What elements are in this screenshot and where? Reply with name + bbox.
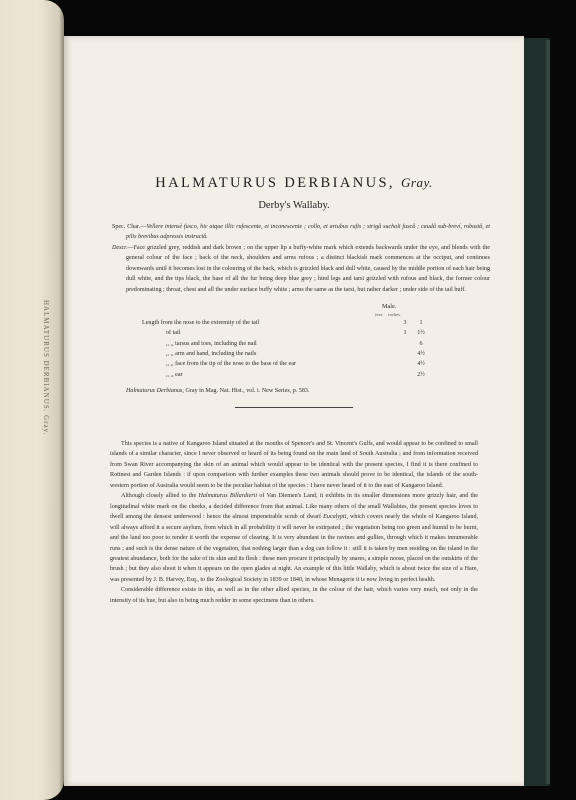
measurement-inches: 1: [419, 320, 423, 327]
measurement-inches: 6: [419, 340, 423, 347]
measurement-label: ,, ,, arm and hand, including the nails: [166, 351, 257, 358]
paragraph-2: [110, 491, 478, 585]
paragraph-2-text: of Van Diemen's Land, it exhibits in its smaller dimensions more grizzly hair, and the longitudinal white mark on the cheeks, a decided difference from that animal. Like many others of the small Wallabies, the present species loves to dwell among the densest underwood : hence the almost impenetrable scrub of dwarf: [110, 493, 478, 521]
measurements-table: [142, 318, 430, 380]
paragraph-2-text: which covers nearly the whole of Kangaroo Island, will always afford it a secure asylum, from which in all probability it will never be extirpated ; the vegetation being too green and humid to be burnt, and the land too poor to render it worth the expense of clearing. It is very abundant in the ravines and gullies, through which it makes innumerable runs ; and such is the dense nature of the vegetation, that nothing larger than a dog can follow it : still it is taken by men residing on the island in the greatest abundance, both for the sake of its skin and its flesh : these men procure it principally by snares, a simple noose, placed on the outskirts of the brush ; but they also shoot it when it appears on the open glades at night. An example of this little Wallaby, which is about twice the size of a Hare, was presented by J. B. Harvey, Esq., to the Zoological Society in 1839 or 1840, in whose Menagerie it is now living in perfect health.: [110, 514, 479, 583]
table-row: [142, 369, 430, 379]
measurement-inches: 4½: [417, 351, 425, 358]
cover-spine-highlight: [546, 40, 550, 784]
measurement-label: ,, ,, tarsus and toes, including the nail: [166, 340, 257, 347]
measurement-inches: 2½: [417, 371, 425, 378]
measurement-feet: [398, 339, 412, 349]
paragraph-1: This species is a native of Kangaroo Island situated at the mouths of Spencer's and St. Vincent's Gulfs, and would appear to be confined to small islands of a similar character, since I never observed or heard of its being found on the main land of South Australia ; and from information received from Swan River accompanying the skin of an animal which would appear to be identical with the present species, I find it is there confined to Rottnest and Garden Islands : if upon comparison with further examples these two animals should prove to be identical, the islands of the south-western portion of Australia would seem to be the peculiar habitat of the species : I have never heard of it to the east of Kangaroo Island.: [110, 441, 478, 489]
spec-char-text: Vellere intensè fusco, hic atque illic rufescente, et incanescente ; collo, et artubus rufis ; strigâ suchali fuscâ ; caudâ sub-breví, robustâ, et pilis brevibus adpressis instructâ.: [126, 224, 490, 241]
table-row: [142, 349, 430, 359]
measurement-label: ,, ,, face from the tip of the nose to the base of the ear: [166, 361, 296, 368]
measurement-inches: 4½: [417, 361, 425, 368]
measurement-label: of tail: [166, 330, 181, 337]
paragraph-2-italic-name: Halmaturus Billardierii: [198, 493, 258, 500]
measurement-feet: [398, 369, 412, 379]
paragraph-2-italic-name: Eucalypti,: [323, 514, 348, 521]
bibliographic-reference: [126, 388, 310, 394]
facing-page: [0, 0, 64, 800]
spec-char-label: Spec. Char.: [112, 224, 141, 230]
paragraph-3: Considerable difference exists in this, as well as in the other allied species, in the colour of the hair, which varies very much, not only in the intensity of its hue, but also in being much redder in some specimens than in others.: [110, 587, 478, 604]
facing-page-running-text: [38, 300, 54, 520]
reference-name: Halmaturus Derbianus,: [126, 388, 184, 394]
measurement-feet: 3: [403, 320, 407, 327]
measurement-feet: [398, 359, 412, 369]
table-row: [142, 359, 430, 369]
book-page: [64, 36, 524, 786]
measurement-label: ,, ,, ear: [166, 371, 183, 378]
paragraph-2-text: Although closely allied to the: [121, 493, 197, 500]
measurement-label: Length from the nose to the extremity of the tail: [142, 320, 260, 327]
descr-label: Descr.: [112, 245, 128, 251]
species-name: HALMATURUS DERBIANUS,: [155, 175, 395, 191]
measurements-units: feet. inches.: [375, 312, 402, 317]
species-author: Gray.: [401, 175, 433, 190]
measurements-column-header: Male.: [382, 303, 397, 310]
measurement-feet: 1: [403, 330, 407, 337]
descr-text: Face grizzled grey, reddish and dark brown ; on the upper lip a buffy-white mark which extends backwards under the eye, and blends with the general colour of the face ; back of the neck, shoulders and arms rufous ; a distinct blackish mark commences at the occiput, and continues downwards until it becomes lost in the colouring of the back, which is grizzled black and dull white, caused by the middle portion of each hair being dull white, and the tips black, the base of all the fur being deep blue grey ; hind legs and tarsi grizzled with rufous and black, the former colour predominating ; throat, chest and all the under surface buffy white ; arms the same as the tarsi, but rather darker ; under side of the tail buff.: [126, 245, 490, 293]
measurement-inches: 1½: [417, 330, 425, 337]
section-divider: [235, 407, 353, 408]
spine-title-text: HALMATURUS DERBIANUS. Gray.: [42, 300, 50, 436]
description: Descr.—Face grizzled grey, reddish and dark brown ; on the upper lip a buffy-white mark which extends backwards under the eye, and blends with the general colour of the face ; back of the neck, shoulders and arms rufous ; a distinct blackish mark commences at the occiput, and continues downwards until it becomes lost in the colouring of the back, which is grizzled black and dull white, caused by the middle portion of each hair being dull white, and the tips black, the base of all the fur being deep blue grey ; hind legs and tarsi grizzled with rufous and black, the former colour predominating ; throat, chest and all the under surface buffy white ; arms the same as the tarsi, but rather darker ; under side of the tail buff.: [112, 245, 490, 293]
reference-text: Gray in Mag. Nat. Hist., vol. i. New Series, p. 583.: [185, 388, 310, 394]
common-name: Derby's Wallaby.: [258, 200, 330, 211]
specific-character: Spec. Char.—Vellere intensè fusco, hic atque illic rufescente, et incanescente ; collo, et artubus rufis ; strigâ suchali fuscâ ; caudâ sub-breví, robustâ, et pilis brevibus adpressis instructâ.: [112, 224, 490, 241]
body-text: [110, 439, 478, 606]
table-row: [142, 339, 430, 349]
table-row: [142, 328, 430, 338]
measurement-feet: [398, 349, 412, 359]
table-row: [142, 318, 430, 328]
page-title: [64, 175, 524, 192]
